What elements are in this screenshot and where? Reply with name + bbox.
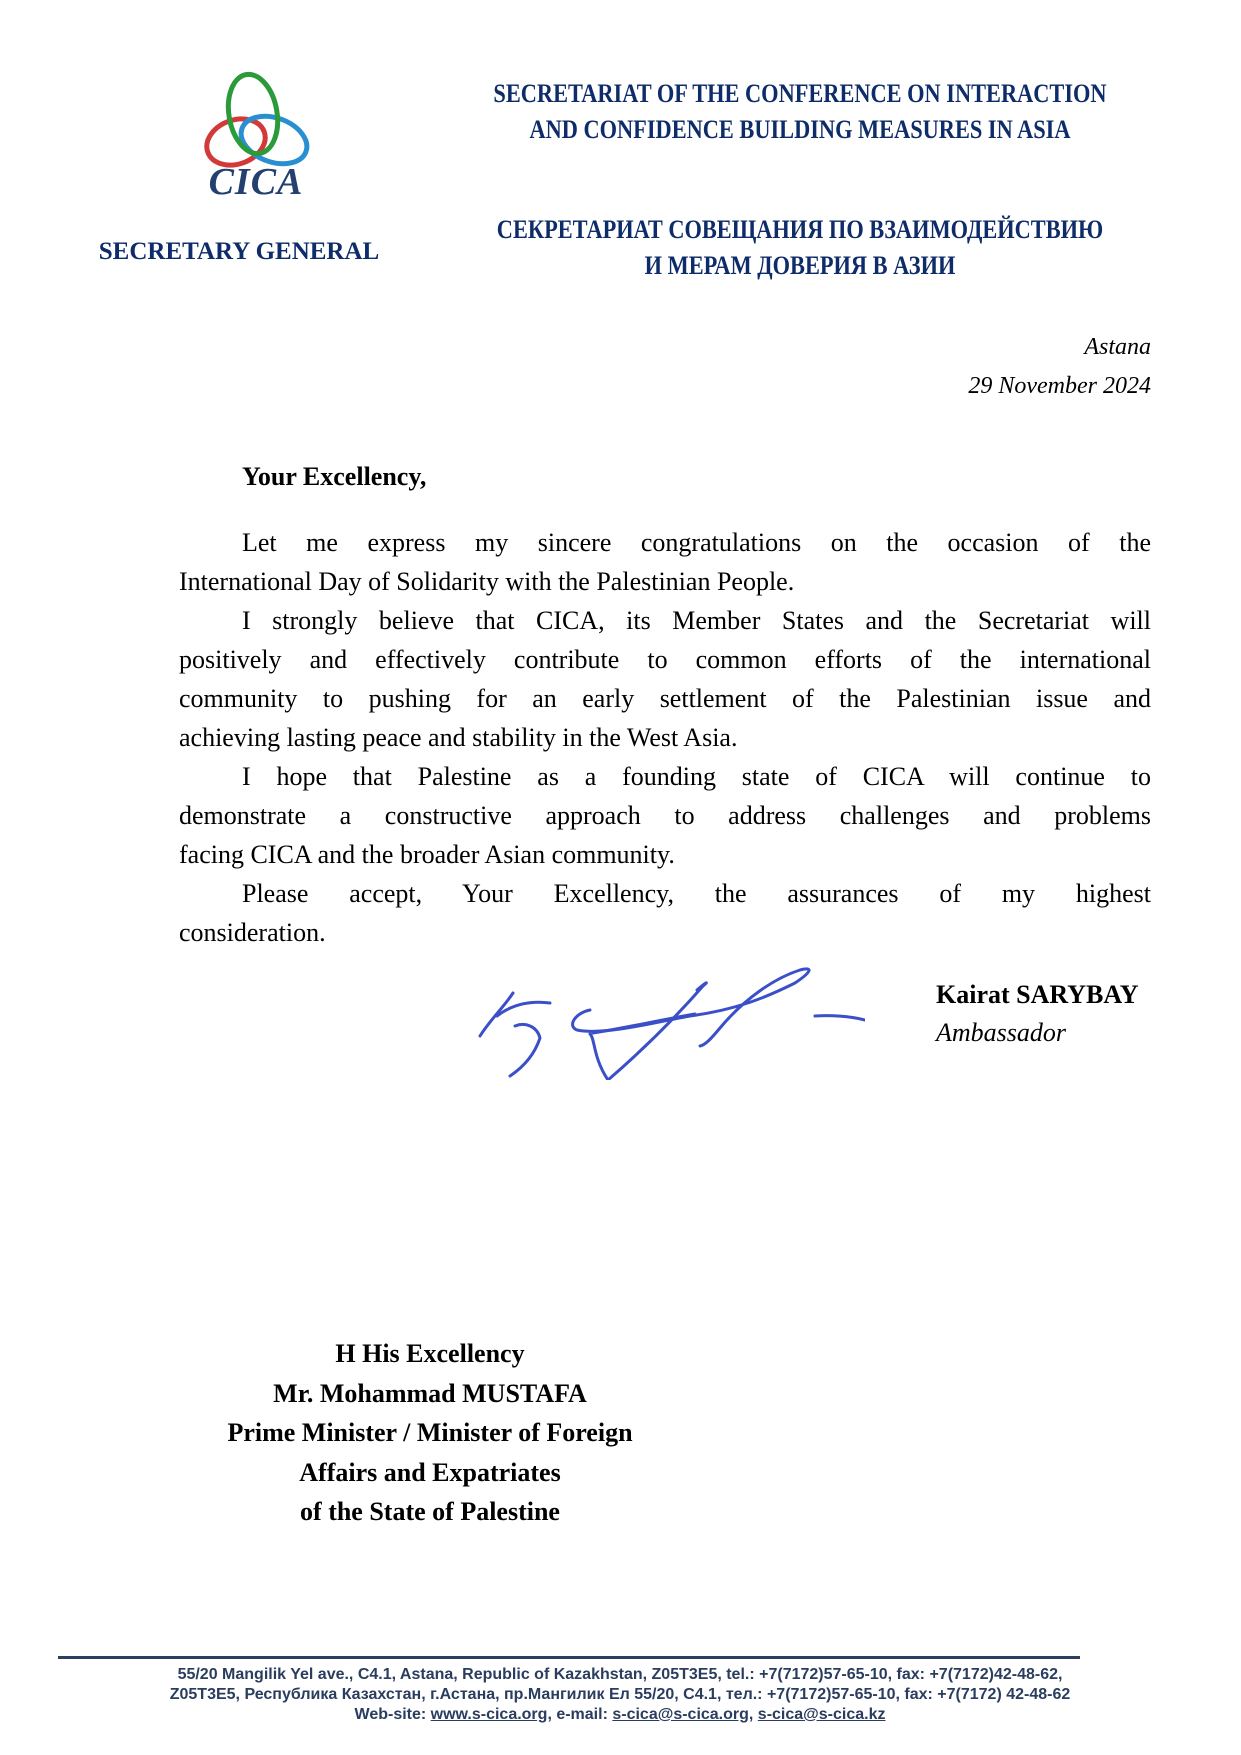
office-title: SECRETARY GENERAL xyxy=(98,238,380,265)
website-label: Web-site: xyxy=(354,1706,431,1723)
email-separator: , xyxy=(748,1706,758,1723)
org-title-ru-line1: СЕКРЕТАРИАТ СОВЕЩАНИЯ ПО ВЗАИМОДЕЙСТВИЮ xyxy=(496,215,1104,244)
footer-contacts xyxy=(40,1665,1200,1725)
email-link-org[interactable]: s-cica@s-cica.org xyxy=(612,1706,749,1723)
body-line: demonstrate a constructive approach to address challenges and problems xyxy=(179,801,1151,830)
signatory-title: Ambassador xyxy=(936,1018,1067,1047)
letter-body xyxy=(179,523,1151,952)
email-link-kz[interactable]: s-cica@s-cica.kz xyxy=(757,1706,886,1723)
footer-divider xyxy=(58,1656,1080,1659)
body-line: positively and effectively contribute to common efforts of the international xyxy=(179,645,1151,674)
org-title-ru-line2: И МЕРАМ ДОВЕРИЯ В АЗИИ xyxy=(644,251,956,280)
body-line: Please accept, Your Excellency, the assurances of my highest xyxy=(242,879,1151,908)
handwritten-signature-icon xyxy=(465,958,865,1080)
addressee-line: Affairs and Expatriates xyxy=(299,1457,561,1487)
cica-logo-icon xyxy=(200,70,312,170)
org-title-russian xyxy=(473,212,1127,284)
body-line: achieving lasting peace and stability in the West Asia. xyxy=(179,723,738,752)
body-line: community to pushing for an early settlement of the Palestinian issue and xyxy=(179,684,1151,713)
body-line: Let me express my sincere congratulations on the occasion of the xyxy=(242,528,1151,557)
salutation: Your Excellency, xyxy=(242,462,427,491)
footer-address-ru: Z05T3E5, Республика Казахстан, г.Астана, пр.Мангилик Ел 55/20, С4.1, тел.: +7(7172)57-65-10, fax: +7(7172) 42-48-62 xyxy=(169,1686,1071,1703)
addressee-line: H His Excellency xyxy=(335,1339,525,1368)
footer-web-email xyxy=(40,1705,1200,1725)
body-line: facing CICA and the broader Asian community. xyxy=(179,840,675,869)
letter-city: Astana xyxy=(1084,334,1151,360)
addressee-line: of the State of Palestine xyxy=(300,1497,560,1526)
body-line: International Day of Solidarity with the Palestinian People. xyxy=(179,567,795,596)
signatory-name: Kairat SARYBAY xyxy=(936,980,1139,1009)
body-line: consideration. xyxy=(179,918,326,947)
addressee-block xyxy=(170,1334,690,1532)
footer-address-en: 55/20 Mangilik Yel ave., C4.1, Astana, Republic of Kazakhstan, Z05T3E5, tel.: +7(7172)57-65-10, fax: +7(7172)42-48-62, xyxy=(177,1666,1063,1683)
addressee-line: Prime Minister / Minister of Foreign xyxy=(227,1418,633,1447)
addressee-line: Mr. Mohammad MUSTAFA xyxy=(273,1378,587,1408)
website-link[interactable]: www.s-cica.org xyxy=(430,1706,548,1723)
body-line: I strongly believe that CICA, its Member States and the Secretariat will xyxy=(242,606,1151,635)
org-title-en-line1: SECRETARIAT OF THE CONFERENCE ON INTERACTION xyxy=(493,79,1107,108)
logo-wordmark: CICA xyxy=(208,161,304,203)
email-label: , e-mail: xyxy=(547,1706,613,1723)
org-title-english xyxy=(473,76,1127,148)
body-line: I hope that Palestine as a founding state of CICA will continue to xyxy=(242,762,1151,791)
letter-date: 29 November 2024 xyxy=(968,373,1151,399)
org-title-en-line2: AND CONFIDENCE BUILDING MEASURES IN ASIA xyxy=(529,115,1071,144)
